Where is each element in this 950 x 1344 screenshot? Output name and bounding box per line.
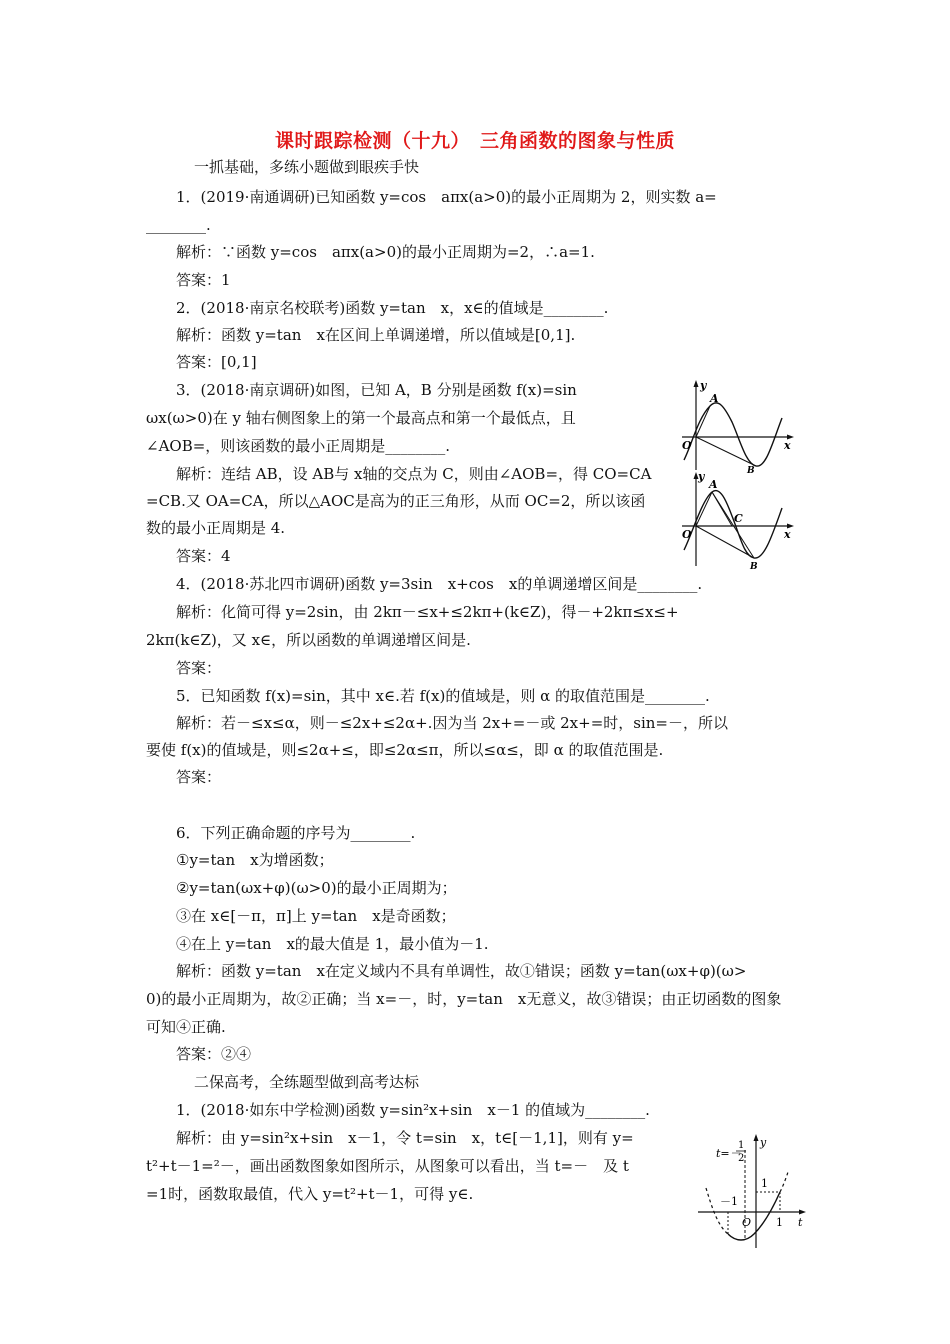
figure-sine-1: [674, 378, 798, 474]
fig3-half-numerator: 1: [738, 1140, 745, 1151]
option-line: ②y=tan(ωx+φ)(ω>0)的最小正周期为；: [176, 879, 457, 897]
solution-line: 2kπ(k∈Z)，又 x∈，所以函数的单调递增区间是.: [146, 631, 471, 649]
fig1-origin: O: [682, 439, 692, 452]
question-line: ________.: [146, 216, 211, 234]
answer-line: 答案：: [176, 659, 222, 677]
fig2-origin: O: [682, 528, 692, 541]
question-line: ∠AOB=，则该函数的最小正周期是________.: [146, 437, 451, 455]
fig1-point-a: A: [710, 392, 719, 405]
fig3-t-label: t=－: [716, 1147, 741, 1160]
fig2-y-label: y: [698, 470, 705, 483]
solution-line: =1时，函数取最值，代入 y=t²+t－1，可得 y∈.: [146, 1185, 474, 1203]
fig3-tick-x1: 1: [776, 1216, 783, 1229]
fig3-tick-neg1: －1: [720, 1195, 738, 1208]
solution-line: 解析：由 y=sin²x+sin x－1，令 t=sin x，t∈[－1,1]，则有 y=: [176, 1129, 634, 1147]
solution-line: 数的最小正周期是 4.: [146, 519, 286, 537]
answer-line: 答案：4: [176, 547, 231, 565]
fig2-point-b: B: [750, 562, 758, 570]
option-line: ①y=tan x为增函数；: [176, 851, 334, 869]
figure-sine-2: [674, 470, 798, 570]
question-line: 1．(2018·如东中学检测)函数 y=sin²x+sin x－1 的值域为________.: [176, 1101, 650, 1119]
solution-line: 0)的最小正周期为，故②正确；当 x=－，时，y=tan x无意义，故③错误；由正切函数的图象: [146, 990, 782, 1008]
option-line: ④在上 y=tan x的最大值是 1，最小值为－1.: [176, 935, 489, 953]
question-line: 4．(2018·苏北四市调研)函数 y=3sin x+cos x的单调递增区间是________.: [176, 575, 703, 593]
solution-line: 解析：函数 y=tan x在定义域内不具有单调性，故①错误；函数 y=tan(ωx+φ)(ω>: [176, 962, 747, 980]
fig2-x-label: x: [784, 528, 791, 541]
section-heading-2: 二保高考，全练题型做到高考达标: [194, 1073, 420, 1091]
question-line: 6．下列正确命题的序号为________.: [176, 824, 416, 842]
answer-line: 答案：: [176, 768, 222, 786]
question-line: 2．(2018·南京名校联考)函数 y=tan x，x∈的值域是________.: [176, 299, 609, 317]
solution-line: 解析：∵函数 y=cos aπx(a>0)的最小正周期为=2，∴a=1.: [176, 243, 595, 261]
answer-line: 答案：②④: [176, 1045, 252, 1063]
fig3-tick-y1: 1: [761, 1177, 768, 1190]
answer-line: 答案：1: [176, 271, 231, 289]
fig1-point-b: B: [747, 466, 755, 474]
solution-line: 要使 f(x)的值域是，则≤2α+≤，即≤2α≤π，所以≤α≤，即 α 的取值范围是.: [146, 741, 664, 759]
fig2-point-c: C: [734, 512, 743, 525]
fig1-y-label: y: [700, 379, 707, 392]
fig3-t-axis: t: [798, 1216, 803, 1229]
solution-line: 可知④正确.: [146, 1018, 226, 1036]
section-heading-1: 一抓基础，多练小题做到眼疾手快: [194, 158, 420, 176]
solution-line: =CB.又 OA=CA，所以△AOC是高为的正三角形，从而 OC=2，所以该函: [146, 492, 646, 510]
solution-line: t²+t－1=²－，画出函数图象如图所示，从图象可以看出，当 t=－ 及 t: [146, 1157, 629, 1175]
answer-line: 答案：[0,1]: [176, 353, 257, 371]
question-line: 1．(2019·南通调研)已知函数 y=cos aπx(a>0)的最小正周期为 2，则实数 a=: [176, 188, 717, 206]
fig2-point-a: A: [709, 478, 718, 491]
solution-line: 解析：化简可得 y=2sin，由 2kπ－≤x+≤2kπ+(k∈Z)，得－+2kπ≤x≤+: [176, 603, 679, 621]
fig1-x-label: x: [784, 439, 791, 452]
option-line: ③在 x∈[－π，π]上 y=tan x是奇函数；: [176, 907, 456, 925]
solution-line: 解析：函数 y=tan x在区间上单调递增，所以值域是[0,1].: [176, 326, 576, 344]
figure-parabola: [698, 1130, 813, 1250]
solution-line: 解析：连结 AB，设 AB与 x轴的交点为 C，则由∠AOB=，得 CO=CA: [176, 465, 652, 483]
fig3-origin: O: [742, 1216, 752, 1229]
solution-line: 解析：若－≤x≤α，则－≤2x+≤2α+.因为当 2x+=－或 2x+=时，sin=－，所以: [176, 714, 728, 732]
fig3-half-denominator: 2: [738, 1153, 745, 1164]
question-line: 3．(2018·南京调研)如图，已知 A，B 分别是函数 f(x)=sin: [176, 381, 577, 399]
question-line: 5．已知函数 f(x)=sin，其中 x∈.若 f(x)的值域是，则 α 的取值范围是________.: [176, 687, 710, 705]
question-line: ωx(ω>0)在 y 轴右侧图象上的第一个最高点和第一个最低点，且: [146, 409, 576, 427]
fig3-y-label: y: [760, 1136, 767, 1149]
page-title: 课时跟踪检测（十九） 三角函数的图象与性质: [274, 130, 675, 152]
